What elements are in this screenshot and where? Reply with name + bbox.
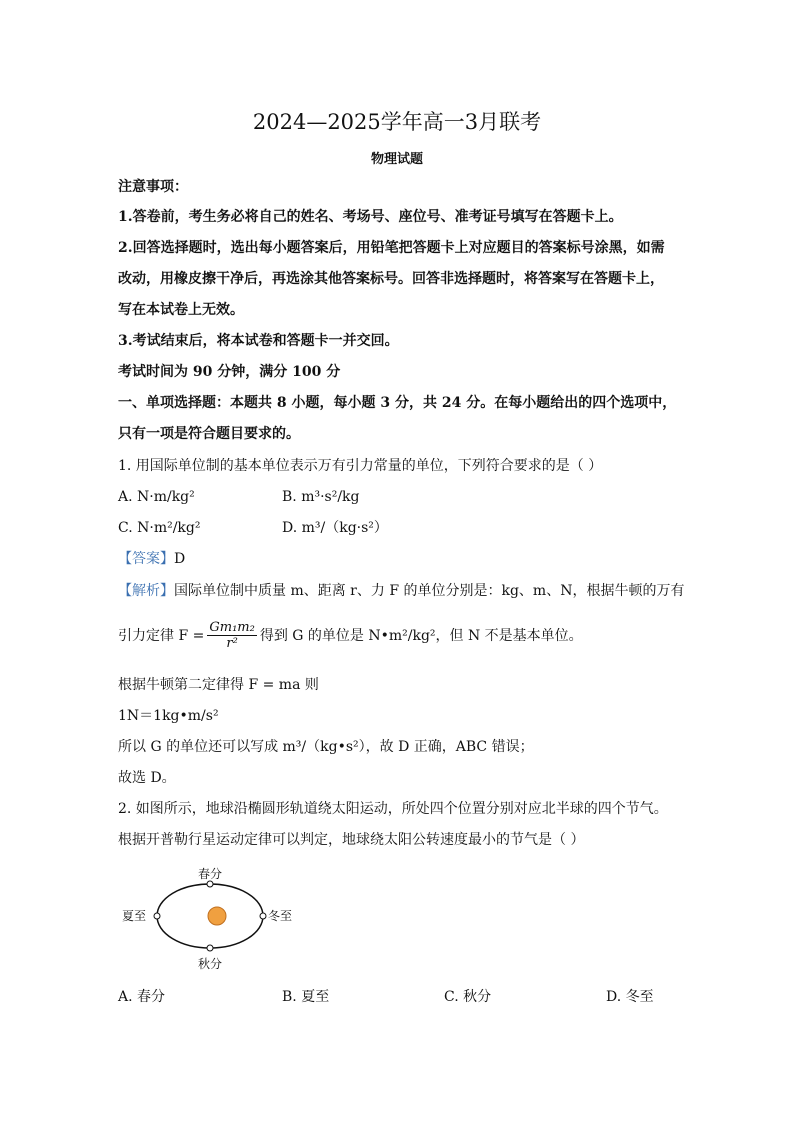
- earth-position-bottom: [207, 945, 213, 951]
- q2-stem-line-1: 2. 如图所示，地球沿椭圆形轨道绕太阳运动，所处四个位置分别对应北半球的四个节气。: [118, 801, 668, 817]
- section-1-heading-line-1: 一、单项选择题：本题共 8 小题，每小题 3 分，共 24 分。在每小题给出的四个选项中，: [118, 395, 677, 411]
- notice-item-2-line-2: 改动，用橡皮擦干净后，再选涂其他答案标号。回答非选择题时，将答案写在答题卡上，: [118, 271, 664, 287]
- q1-analysis-line-4: 1N＝1kg•m/s²: [118, 708, 219, 724]
- page-subtitle: 物理试题: [370, 152, 423, 167]
- notice-item-1: 1.答卷前，考生务必将自己的姓名、考场号、座位号、准考证号填写在答题卡上。: [118, 209, 623, 225]
- analysis-text-2-post: 得到 G 的单位是 N•m²/kg²，但 N 不是基本单位。: [259, 627, 583, 644]
- q2-option-a: A. 春分: [118, 989, 166, 1005]
- formula-denominator: r²: [226, 636, 238, 651]
- q1-analysis-line-2: [118, 620, 583, 651]
- earth-position-top: [207, 881, 213, 887]
- q1-option-c: C. N·m²/kg²: [118, 520, 201, 536]
- gravitation-formula: [207, 620, 256, 651]
- q1-analysis-line-1: [118, 581, 684, 601]
- notice-item-2-line-3: 写在本试卷上无效。: [118, 302, 244, 318]
- q2-option-b: B. 夏至: [282, 989, 330, 1005]
- label-bottom: 秋分: [197, 957, 223, 971]
- q2-option-c: C. 秋分: [444, 989, 492, 1005]
- earth-position-right: [260, 913, 266, 919]
- q1-analysis-line-5: 所以 G 的单位还可以写成 m³/（kg•s²），故 D 正确，ABC 错误；: [118, 739, 534, 755]
- label-top: 春分: [197, 867, 223, 881]
- analysis-text-1: 国际单位制中质量 m、距离 r、力 F 的单位分别是：kg、m、N，根据牛顿的万有: [174, 583, 685, 599]
- orbit-diagram: [110, 860, 310, 975]
- q1-option-d: D. m³/（kg·s²）: [282, 520, 388, 536]
- section-1-heading-line-2: 只有一项是符合题目要求的。: [118, 426, 300, 442]
- q1-stem: 1. 用国际单位制的基本单位表示万有引力常量的单位，下列符合要求的是（ ）: [118, 458, 603, 474]
- notice-item-2-line-1: 2.回答选择题时，选出每小题答案后，用铅笔把答题卡上对应题目的答案标号涂黑，如需: [118, 240, 665, 256]
- exam-time: 考试时间为 90 分钟，满分 100 分: [118, 364, 341, 380]
- formula-numerator: Gm₁m₂: [209, 620, 255, 635]
- q2-stem-line-2: 根据开普勒行星运动定律可以判定，地球绕太阳公转速度最小的节气是（ ）: [118, 832, 585, 848]
- answer-value: D: [174, 551, 186, 567]
- answer-tag: 【答案】: [118, 551, 174, 567]
- q2-option-d: D. 冬至: [606, 989, 654, 1005]
- label-left: 夏至: [122, 909, 147, 923]
- analysis-text-2-pre: 引力定律 F =: [118, 627, 205, 644]
- q1-analysis-line-6: 故选 D。: [118, 770, 176, 786]
- notice-item-3: 3.考试结束后，将本试卷和答题卡一并交回。: [118, 333, 399, 349]
- sun: [208, 907, 226, 925]
- earth-position-left: [154, 913, 160, 919]
- page-title: 2024—2025学年高一3月联考: [252, 110, 542, 134]
- notice-heading: 注意事项：: [118, 179, 188, 195]
- q1-option-a: A. N·m/kg²: [118, 489, 195, 505]
- q1-option-b: B. m³·s²/kg: [282, 489, 360, 505]
- analysis-tag: 【解析】: [118, 583, 174, 599]
- q1-answer-line: [118, 549, 185, 569]
- label-right: 冬至: [268, 909, 293, 923]
- q1-analysis-line-3: 根据牛顿第二定律得 F = ma 则: [118, 677, 319, 693]
